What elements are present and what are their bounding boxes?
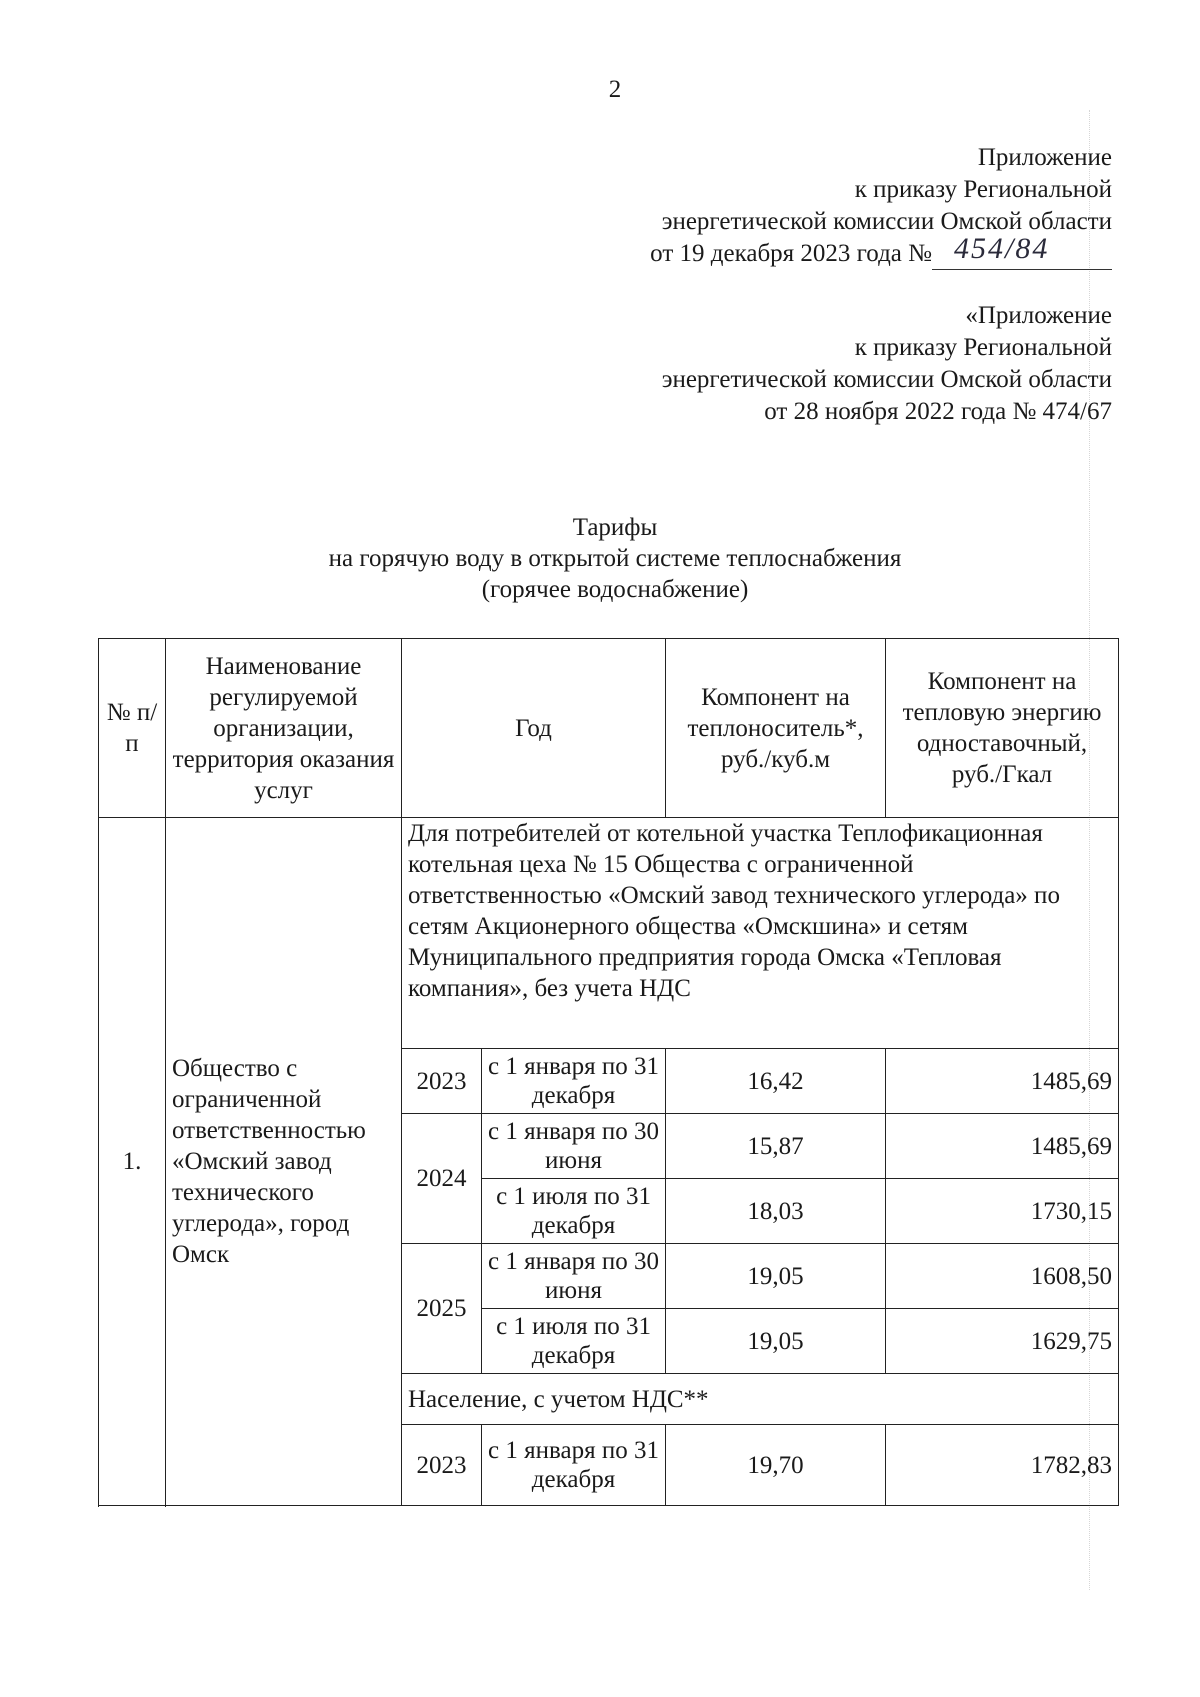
period-cell: с 1 января по 30 июня: [482, 1244, 666, 1309]
period-cell: с 1 января по 30 июня: [482, 1114, 666, 1179]
header-energy-component: Компонент на тепловую энергию одноставочный, руб./Гкал: [886, 639, 1119, 818]
coolant-value: 18,03: [666, 1179, 886, 1244]
period-cell: с 1 января по 31 декабря: [482, 1049, 666, 1114]
tariffs-table: [98, 638, 1119, 1506]
period-cell: с 1 июля по 31 декабря: [482, 1179, 666, 1244]
energy-value: 1730,15: [886, 1179, 1119, 1244]
header-coolant-component: Компонент на теплоноситель*, руб./куб.м: [666, 639, 886, 818]
period-cell: с 1 июля по 31 декабря: [482, 1309, 666, 1374]
coolant-value: 19,05: [666, 1244, 886, 1309]
energy-value: 1782,83: [886, 1425, 1119, 1506]
coolant-value: 19,70: [666, 1425, 886, 1506]
organization-name: Общество с ограниченной ответственностью «Омский завод технического углерода», город Омск: [166, 818, 402, 1506]
appendix-header-date: от 19 декабря 2023 года №: [650, 240, 932, 267]
quoted-header-line4: от 28 ноября 2022 года № 474/67: [764, 398, 1112, 425]
handwritten-order-number: 454/84: [954, 232, 1050, 265]
appendix-header-date-line: [650, 232, 1112, 270]
year-cell: 2023: [402, 1425, 482, 1506]
appendix-header-line2: к приказу Региональной: [854, 176, 1112, 203]
period-cell: с 1 января по 31 декабря: [482, 1425, 666, 1506]
quoted-appendix-header: [662, 300, 1112, 428]
title-line1: Тарифы: [572, 514, 658, 541]
appendix-header-line1: Приложение: [977, 144, 1112, 171]
title-line2: на горячую воду в открытой системе теплоснабжения: [328, 545, 902, 572]
group1-title-row: [99, 818, 1119, 1049]
title-line3: (горячее водоснабжение): [481, 576, 749, 603]
energy-value: 1629,75: [886, 1309, 1119, 1374]
coolant-value: 15,87: [666, 1114, 886, 1179]
year-cell: 2025: [402, 1244, 482, 1374]
table-header-row: [99, 639, 1119, 818]
header-num: № п/п: [99, 639, 166, 818]
energy-value: 1485,69: [886, 1049, 1119, 1114]
year-cell: 2023: [402, 1049, 482, 1114]
document-title: [0, 512, 1200, 605]
appendix-header: [650, 142, 1112, 270]
header-year: Год: [402, 639, 666, 818]
coolant-value: 19,05: [666, 1309, 886, 1374]
energy-value: 1485,69: [886, 1114, 1119, 1179]
group2-title: Население, с учетом НДС**: [402, 1374, 1119, 1425]
page-number: 2: [608, 76, 622, 103]
group1-title: Для потребителей от котельной участка Теплофикационная котельная цеха № 15 Общества с ограниченной ответственностью «Омский завод технического углерода» по сетям Акционерного общества «Омскшина» и сетям Муниципального предприятия города Омска «Тепловая компания», без учета НДС: [402, 818, 1119, 1049]
quoted-header-line2: к приказу Региональной: [854, 334, 1112, 361]
row-number: 1.: [99, 818, 166, 1506]
energy-value: 1608,50: [886, 1244, 1119, 1309]
quoted-header-line1: «Приложение: [965, 302, 1112, 329]
year-cell: 2024: [402, 1114, 482, 1244]
appendix-header-line3: энергетической комиссии Омской области: [661, 208, 1112, 235]
header-organization: Наименование регулируемой организации, территория оказания услуг: [166, 639, 402, 818]
coolant-value: 16,42: [666, 1049, 886, 1114]
order-number-field: [932, 232, 1112, 270]
quoted-header-line3: энергетической комиссии Омской области: [661, 366, 1112, 393]
